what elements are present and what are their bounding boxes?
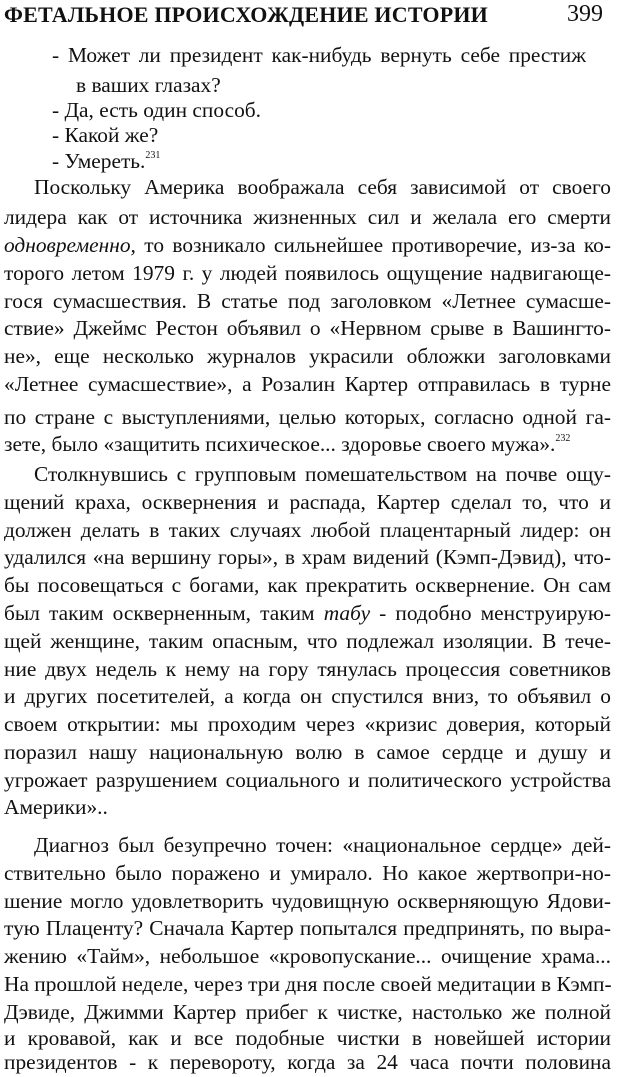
- paragraph-line: щей женщине, таким опасным, что подлежал изоляции. В тече-: [4, 629, 611, 653]
- paragraph-line: и других посетителей, а когда он спустился вниз, то объявил о: [4, 684, 611, 708]
- paragraph-line: и кровавой, как и все подобные чистки в новейшей истории: [4, 1026, 611, 1050]
- paragraph-line: [4, 598, 611, 628]
- paragraph-line: поразил нашу национальную волю в самое сердце и душу и: [4, 740, 611, 764]
- emphasis-text: табу: [323, 601, 371, 625]
- paragraph-line: шение могло удовлетворить чудовищную оскверняющую Ядови-: [4, 889, 611, 913]
- paragraph-line: бы посовещаться с богами, как прекратить осквернение. Он сам: [4, 573, 611, 597]
- paragraph-line: удалился «на вершину горы», в храм видений (Кэмп-Дэвид), что-: [4, 545, 611, 569]
- page-number: 399: [567, 1, 603, 27]
- paragraph-line: угрожает разрушением социального и политического устройства: [4, 768, 611, 792]
- paragraph-line: ствительно было поражено и умирало. Но какое жертвопри-но-: [4, 861, 611, 885]
- footnote-ref: 232: [555, 433, 571, 444]
- paragraph-line: должен делать в таких случаях любой плацентарный лидер: он: [4, 518, 611, 542]
- paragraph-line: Столкнувшись с групповым помешательством на почве ощу-: [34, 462, 611, 486]
- footnote-ref: 231: [145, 150, 161, 161]
- paragraph-line: гося сумасшествия. В статье под заголовком «Летнее сумасше-: [4, 289, 611, 313]
- page-header: [0, 0, 620, 34]
- paragraph-line: «Летнее сумасшествие», а Розалин Картер отправилась в турне: [4, 372, 611, 396]
- line-text: был таким оскверненным, таким: [4, 601, 324, 625]
- paragraph-line: ствие» Джеймс Рестон объявил о «Нервном срыве в Вашингто-: [4, 316, 611, 340]
- paragraph-line: президентов - к перевороту, когда за 24 часа почти половина: [4, 1050, 611, 1074]
- paragraph-line: [4, 429, 611, 459]
- paragraph-line: по стране с выступлениями, целью которых, согласно одной га-: [4, 405, 611, 429]
- paragraph-line: жению «Тайм», небольшое «кровопускание... очищение храма...: [4, 944, 611, 968]
- paragraph-line: не», еще несколько журналов украсили обложки заголовками: [4, 344, 611, 368]
- dialogue-text: - Умереть.: [52, 149, 146, 173]
- dialogue-line: в ваших глазах?: [76, 73, 221, 97]
- line-text: то возникало сильнейшее противоречие, из-за ко-: [135, 233, 611, 257]
- paragraph-line: Поскольку Америка воображала себя зависимой от своего: [34, 175, 611, 199]
- emphasis-text: одновременно,: [4, 233, 136, 257]
- paragraph-line: [4, 230, 611, 260]
- paragraph-line: Дэвиде, Джимми Картер прибег к чистке, настолько же полной: [4, 1000, 611, 1024]
- dialogue-line: - Может ли президент как-нибудь вернуть себе престиж: [52, 43, 586, 67]
- dialogue-line: - Да, есть один способ.: [52, 98, 262, 122]
- dialogue-line: - Какой же?: [52, 123, 159, 147]
- paragraph-line: лидера как от источника жизненных сил и желала его смерти: [4, 205, 611, 229]
- paragraph-line: торого летом 1979 г. у людей появилось ощущение надвигающе-: [4, 261, 611, 285]
- paragraph-line: своем открытии: мы проходим через «кризис доверия, который: [4, 712, 611, 736]
- line-text: - подобно менструирую-: [370, 601, 611, 625]
- paragraph-line: щений краха, осквернения и распада, Картер сделал то, что и: [4, 490, 611, 514]
- paragraph-line: На прошлой неделе, через три дня после своей медитации в Кэмп-: [4, 972, 612, 996]
- paragraph-line: Америки»..: [4, 795, 108, 819]
- paragraph-line: Диагноз был безупречно точен: «национальное сердце» дей-: [34, 833, 611, 857]
- line-text: зете, было «защитить психическое... здоровье своего мужа».: [4, 432, 556, 456]
- paragraph-line: ние двух недель к нему на гору тянулась процессия советников: [4, 657, 611, 681]
- running-title: ФЕТАЛЬНОЕ ПРОИСХОЖДЕНИЕ ИСТОРИИ: [4, 2, 488, 27]
- paragraph-line: тую Плаценту? Сначала Картер попытался предпринять, по выра-: [4, 916, 611, 940]
